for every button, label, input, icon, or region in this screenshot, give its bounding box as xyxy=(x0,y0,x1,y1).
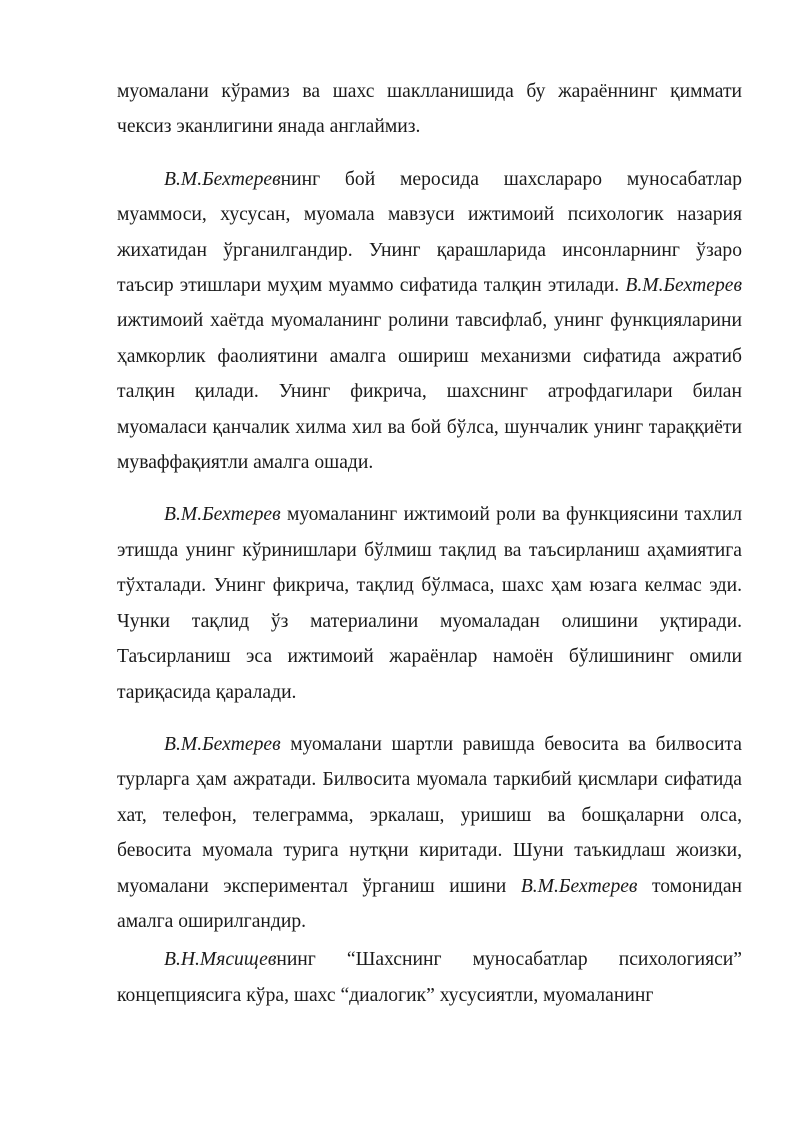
paragraph-3 xyxy=(117,497,742,709)
paragraph-1-text: муомалани кўрамиз ва шахс шаклланишида бу жараённинг қиммати чексиз эканлигини янада англаймиз. xyxy=(117,81,742,138)
paragraph-4-text-b: томонидан амалга оширилгандир. xyxy=(117,875,742,932)
paragraph-5-text: нинг “Шахснинг муносабатлар психологияси” концепциясига кўра, шахс “диалогик” хусусиятли, муомаланинг xyxy=(117,949,742,1006)
author-name-italic: В.М.Бехтерев xyxy=(164,733,281,755)
author-name-italic: В.М.Бехтерев xyxy=(164,504,281,526)
paragraph-2-text-b: ижтимоий хаётда муомаланинг ролини тавсифлаб, унинг функцияларини ҳамкорлик фаолиятини амалга ошириш механизми сифатида ажратиб талқин қилади. Унинг фикрича, шахснинг атрофдагилари билан муомаласи қанчалик хилма хил ва бой бўлса, шунчалик унинг тараққиёти муваффақиятли амалга ошади. xyxy=(117,310,742,474)
paragraph-1 xyxy=(117,74,742,145)
author-name-italic: В.Н.Мясищев xyxy=(164,949,277,971)
paragraph-2 xyxy=(117,162,742,481)
author-name-italic: В.М.Бехтерев xyxy=(164,168,281,190)
paragraph-4 xyxy=(117,727,742,939)
paragraph-5 xyxy=(117,942,742,1013)
paragraph-3-text: муомаланинг ижтимоий роли ва функциясини тахлил этишда унинг кўринишлари бўлмиш тақлид ва таъсирланиш аҳамиятига тўхталади. Унинг фикрича, тақлид бўлмаса, шахс ҳам юзага келмас эди. Чунки тақлид ўз материалини муомаладан олишини уқтиради. Таъсирланиш эса ижтимоий жараёнлар намоён бўлишининг омили тариқасида қаралади. xyxy=(117,504,742,703)
document-body xyxy=(117,74,742,1013)
author-name-italic: В.М.Бехтерев xyxy=(625,275,742,297)
paragraph-2-text-a: нинг бой меросида шахслараро муносабатлар муаммоси, хусусан, муомала мавзуси ижтимоий психологик назария жихатидан ўрганилгандир. Унинг қарашларида инсонларнинг ўзаро таъсир этишлари муҳим муаммо сифатида талқин этилади. xyxy=(117,168,742,297)
author-name-italic: В.М.Бехтерев xyxy=(520,875,638,897)
paragraph-4-text-a: муомалани шартли равишда бевосита ва билвосита турларга ҳам ажратади. Билвосита муомала таркибий қисмлари сифатида хат, телефон, телеграмма, эркалаш, уришиш ва бошқаларни олса, бевосита муомала турига нутқни киритади. Шуни таъкидлаш жоизки, муомалани экспериментал ўрганиш ишини xyxy=(117,733,742,897)
